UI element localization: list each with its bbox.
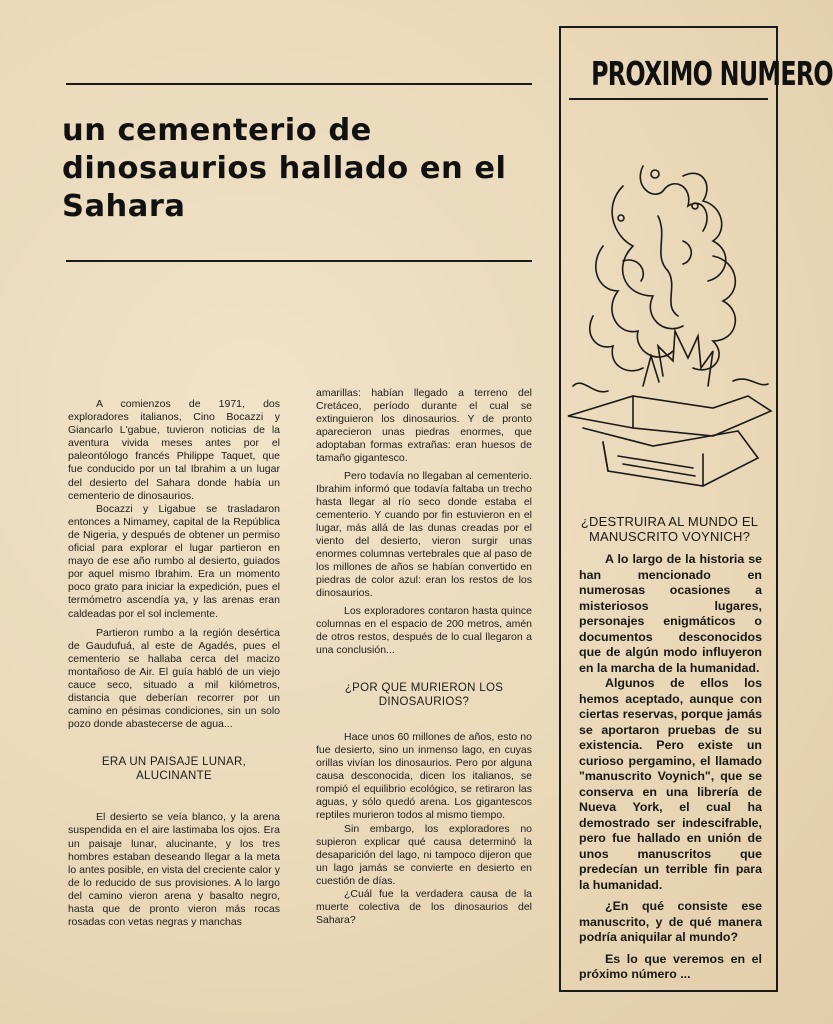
next-issue-title: PROXIMO NUMERO [591, 54, 833, 93]
paragraph: Hace unos 60 millones de años, esto no fue desierto, sino un inmenso lago, en cuyas orillas vivían los dinosaurios. Pero por alguna causa desconocida, dicen los italianos, se rompió el equilibrio ecológico, se retiraron las aguas, y sólo quedó arena. Los gigantescos reptiles murieron todos al mismo tiempo. [316, 730, 532, 822]
paragraph: Es lo que veremos en el próximo número ... [579, 951, 762, 981]
paragraph: Sin embargo, los exploradores no supieron explicar qué causa determinó la desaparición del lago, ni tampoco dijeron que un lago jamás se convierte en desierto en cuestión de días. [316, 822, 532, 887]
next-issue-rule [569, 98, 768, 100]
top-rule [66, 83, 532, 85]
paragraph: ¿Cuál fue la verdadera causa de la muerte colectiva de los dinosaurios del Sahara? [316, 888, 532, 927]
article-column-1 [68, 398, 280, 929]
headline-bottom-rule [66, 260, 532, 262]
next-issue-heading: ¿DESTRUIRA AL MUNDO EL MANUSCRITO VOYNICH? [580, 514, 759, 544]
paragraph: A lo largo de la historia se han mencionado en numerosas ocasiones a misteriosos lugares, personajes enigmáticos o documentos desconocidos que de algún modo influyeron en la marcha de la humanidad. [579, 552, 762, 675]
paragraph: El desierto se veía blanco, y la arena suspendida en el aire lastimaba los ojos. Era un paisaje lunar, alucinante, y los tres hombres estaban deseando llegar a la meta lo antes posible, en vista del creciente calor y de lo reducido de sus provisiones. A lo largo del camino vieron arena y basalto negro, hasta que de pronto vieron más rocas rosadas con vetas negras y manchas [68, 811, 280, 929]
paragraph: ¿En qué consiste ese manuscrito, y de qué manera podría aniquilar al mundo? [579, 899, 762, 944]
article-headline: un cementerio de dinosaurios hallado en el Sahara [62, 113, 507, 224]
article-column-2 [316, 387, 532, 927]
paragraph: Pero todavía no llegaban al cementerio. Ibrahim informó que todavía faltaba un trecho hasta llegar al río seco donde estaba el cementerio. Y cuando por fin estuvieron en el lugar, más allá de las dunas creadas por el viento del desierto, vieron surgir unas enormes columnas vertebrales que al paso de los millones de años se habían convertido en piedras de color azul: eran los restos de los dinosaurios. [316, 469, 532, 600]
paragraph: Algunos de ellos los hemos aceptado, aunque con ciertas reservas, porque jamás se aportaron pruebas de su existencia. Pero existe un curioso pergamino, el llamado "manuscrito Voynich", que se conserva en una librería de Nueva York, el cual ha demostrado ser indescifrable, pero fue hallado en unión de unos manuscritos que predecían un terrible fin para la humanidad. [579, 676, 762, 892]
paragraph: Los exploradores contaron hasta quince columnas en el espacio de 200 metros, amén de otros restos, después de lo cual llegaron a una conclusión... [316, 604, 532, 656]
section-subhead: ¿POR QUE MURIERON LOS DINOSAURIOS? [344, 681, 504, 708]
paragraph: amarillas: habían llegado a terreno del Cretáceo, período durante el cual se extinguieron los dinosaurios. Y de pronto aparecieron unas piedras enormes, que adoptaban formas extrañas: eran huesos de tamaño gigantesco. [316, 387, 532, 465]
book-fire-illustration [563, 146, 775, 506]
paragraph: A comienzos de 1971, dos exploradores italianos, Cino Bocazzi y Giancarlo L'gabue, tuvieron noticias de la aventura vivida meses antes por el paleontólogo francés Philippe Taquet, que fue conducido por un tal Ibrahim a un lugar del desierto del Sahara donde había un cementerio de dinosaurios. [68, 398, 280, 502]
section-subhead: ERA UN PAISAJE LUNAR, ALUCINANTE [101, 756, 247, 783]
next-issue-box [559, 26, 833, 992]
paragraph: Bocazzi y Ligabue se trasladaron entonces a Nimamey, capital de la República de Nigeria, y después de obtener un permiso oficial para explorar el lugar partieron en mayo de ese año rumbo al desierto, guiados por aquel mismo Ibrahim. Era un momento poco grato para iniciar la expedición, pues el termómetro ascendía ya, y las arenas eran caldeadas por el sol inclemente. [68, 502, 280, 620]
next-issue-body [579, 552, 762, 983]
paragraph: Partieron rumbo a la región desértica de Gaudufuá, al este de Agadés, pues el cementerio se hallaba cerca del macizo montañoso de Air. El guía habló de un viejo cauce seco, situado a mil kilómetros, distancia que deberían recorrer por un camino en pésimas condiciones, sin un solo pozo donde abastecerse de agua... [68, 626, 280, 731]
